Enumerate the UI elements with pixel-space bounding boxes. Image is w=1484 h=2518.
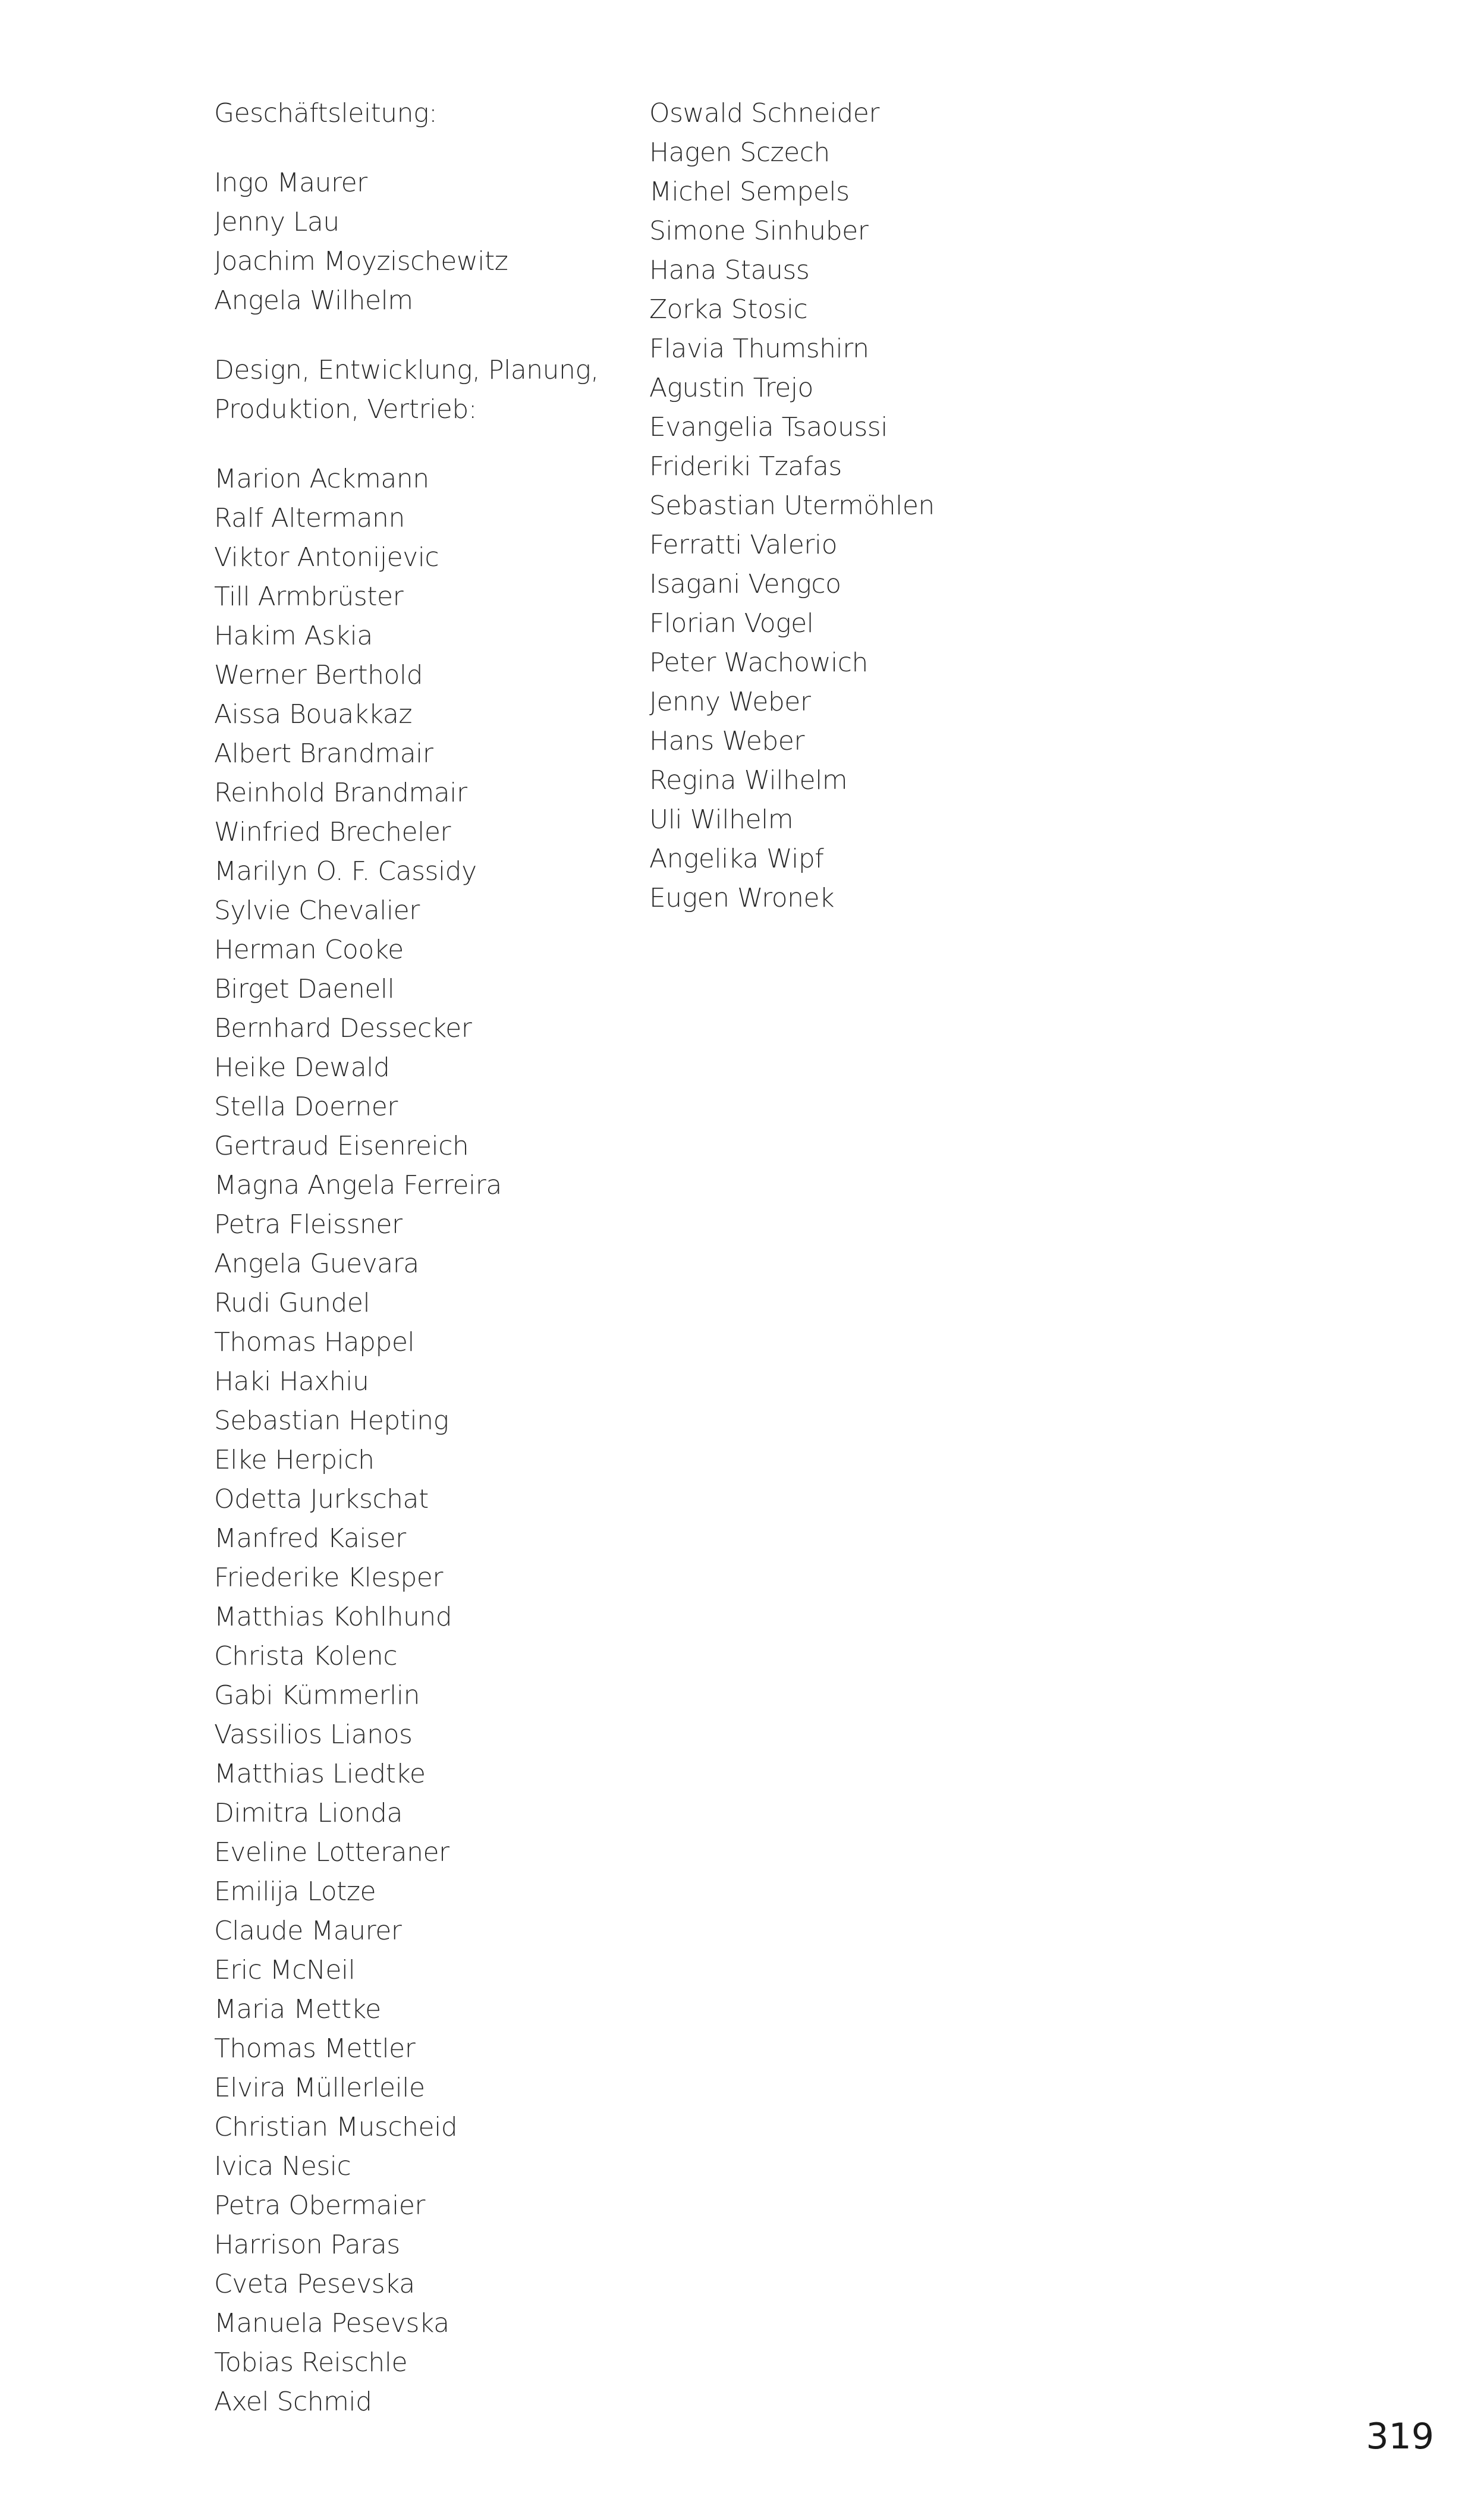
staff-name: Petra Obermaier (214, 2190, 425, 2221)
staff-name: Eric McNeil (214, 1955, 356, 1985)
staff-name: Angelika Wipf (649, 844, 824, 874)
staff-name: Thomas Mettler (214, 2033, 416, 2064)
staff-name: Eveline Lotteraner (214, 1837, 449, 1868)
staff-name: Sebastian Utermöhlen (649, 491, 935, 521)
page-number: 319 (1366, 2416, 1434, 2457)
staff-name: Ivica Nesic (214, 2151, 351, 2181)
staff-name: Sylvie Chevalier (214, 895, 420, 926)
management-list (214, 164, 630, 320)
staff-name: Zorka Stosic (649, 294, 808, 325)
staff-name: Matthias Liedtke (214, 1759, 426, 1789)
management-heading: Geschäftsleitung: (214, 98, 438, 128)
staff-name: Elke Herpich (214, 1445, 375, 1475)
spacer (214, 320, 630, 351)
staff-name: Isagani Vengco (649, 569, 841, 599)
left-column (214, 94, 630, 2422)
staff-name: Oswald Schneider (649, 98, 879, 128)
staff-name: Simone Sinhuber (649, 216, 869, 246)
staff-name: Thomas Happel (214, 1327, 415, 1357)
staff-name: Till Armbrüster (214, 581, 404, 612)
staff-name: Peter Wachowich (649, 647, 868, 678)
staff-name: Stella Doerner (214, 1092, 398, 1122)
management-name: Ingo Maurer (214, 168, 367, 198)
staff-name: Friederike Klesper (214, 1563, 443, 1593)
staff-name: Eugen Wronek (649, 883, 835, 913)
staff-name: Jenny Weber (649, 687, 811, 717)
staff-list-left (214, 460, 630, 2422)
staff-name: Flavia Thumshirn (649, 334, 869, 364)
staff-name: Werner Berthold (214, 660, 423, 690)
staff-name: Agustin Trejo (649, 373, 813, 403)
staff-name: Aissa Bouakkaz (214, 699, 412, 730)
spacer (214, 429, 630, 460)
staff-name: Hana Stauss (649, 255, 810, 285)
staff-name: Rudi Gundel (214, 1288, 370, 1318)
staff-name: Evangelia Tsaoussi (649, 412, 888, 442)
staff-name: Herman Cooke (214, 935, 404, 965)
management-name: Joachim Moyzischewitz (214, 246, 508, 276)
staff-name: Marion Ackmann (214, 464, 429, 494)
staff-name: Winfried Brecheler (214, 817, 451, 847)
staff-name: Emilija Lotze (214, 1876, 376, 1907)
staff-name: Odetta Jurkschat (214, 1484, 429, 1514)
staff-name: Ferratti Valerio (649, 530, 838, 560)
staff-name: Gertraud Eisenreich (214, 1131, 469, 1161)
staff-name: Gabi Kümmerlin (214, 1680, 420, 1711)
staff-name: Manfred Kaiser (214, 1523, 406, 1554)
staff-name: Maria Mettke (214, 1994, 381, 2025)
staff-name: Harrison Paras (214, 2230, 400, 2260)
staff-name: Manuela Pesevska (214, 2308, 449, 2338)
staff-name: Magna Angela Ferreira (214, 1170, 502, 1200)
staff-list-right (649, 94, 1101, 918)
staff-name: Angela Guevara (214, 1249, 419, 1279)
staff-name: Michel Sempels (649, 177, 850, 207)
staff-name: Sebastian Hepting (214, 1406, 449, 1436)
staff-name: Elvira Müllerleile (214, 2073, 425, 2103)
management-name: Jenny Lau (214, 207, 339, 237)
staff-name: Regina Wilhelm (649, 765, 848, 796)
staff-name: Uli Wilhelm (649, 804, 794, 835)
staff-name: Bernhard Dessecker (214, 1013, 472, 1043)
staff-name: Heike Dewald (214, 1052, 390, 1083)
staff-name: Frideriki Tzafas (649, 451, 842, 482)
staff-name: Ralf Altermann (214, 503, 405, 533)
spacer (214, 133, 630, 164)
staff-name: Claude Maurer (214, 1916, 402, 1946)
staff-name: Christian Muscheid (214, 2112, 458, 2142)
staff-name: Christa Kolenc (214, 1641, 398, 1671)
staff-name: Cveta Pesevska (214, 2269, 415, 2299)
staff-name: Dimitra Lionda (214, 1798, 403, 1828)
staff-name: Haki Haxhiu (214, 1366, 369, 1397)
staff-name: Florian Vogel (649, 608, 814, 639)
right-column (649, 94, 1101, 918)
staff-heading-line2: Produktion, Vertrieb: (214, 394, 477, 425)
staff-name: Tobias Reischle (214, 2347, 408, 2378)
staff-name: Axel Schmid (214, 2387, 372, 2417)
staff-name: Vassilios Lianos (214, 1719, 413, 1750)
staff-name: Birget Daenell (214, 974, 395, 1004)
staff-name: Albert Brandmair (214, 738, 433, 769)
staff-name: Hakim Askia (214, 621, 373, 651)
staff-name: Hans Weber (649, 726, 804, 756)
staff-name: Hagen Sczech (649, 137, 830, 168)
staff-name: Reinhold Brandmair (214, 778, 467, 808)
staff-name: Matthias Kohlhund (214, 1602, 452, 1632)
management-name: Angela Wilhelm (214, 285, 413, 316)
staff-heading-line1: Design, Entwicklung, Planung, (214, 355, 599, 385)
staff-name: Marilyn O. F. Cassidy (214, 856, 477, 887)
staff-name: Petra Fleissner (214, 1209, 403, 1240)
staff-name: Viktor Antonijevic (214, 542, 439, 573)
